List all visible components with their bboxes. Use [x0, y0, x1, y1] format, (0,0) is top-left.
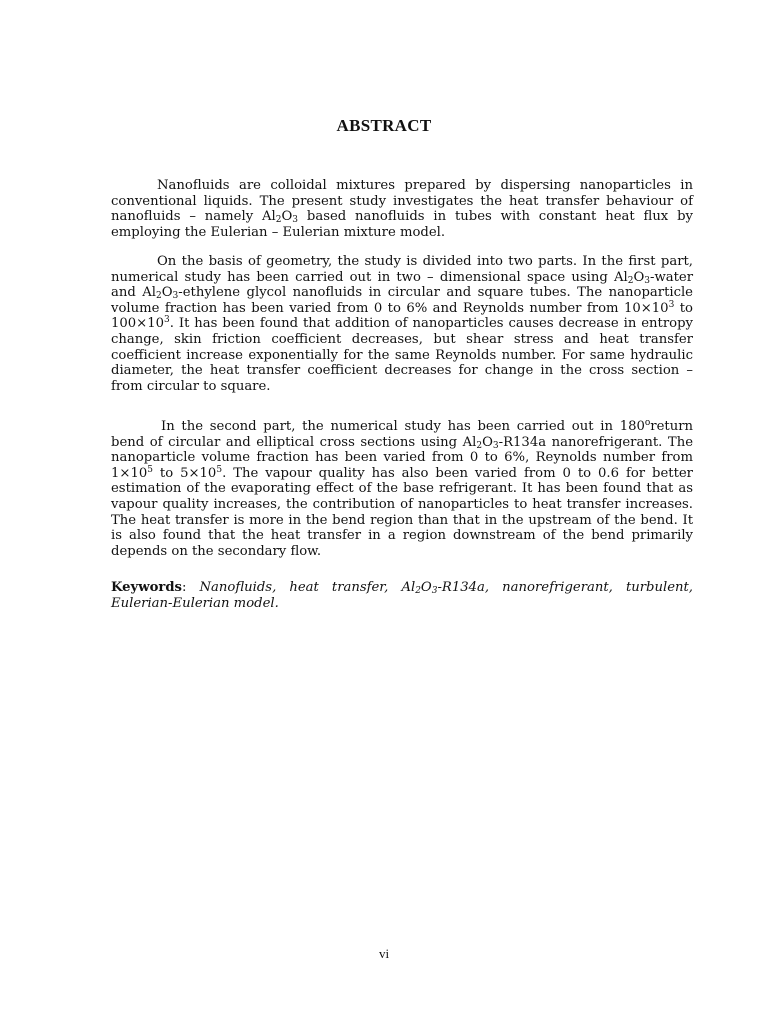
- text-run: On the basis of geometry, the study is divided into two parts. In the first part, numerical study has been carried out in two – dimensional space using Al: [111, 254, 693, 285]
- superscript: 5: [147, 464, 153, 475]
- text-run: -R134a, nanorefrigerant, turbulent, Eulerian-Eulerian model.: [111, 580, 693, 611]
- abstract-paragraph-1: [111, 178, 693, 240]
- abstract-paragraph-2: [111, 254, 693, 394]
- subscript: 2: [275, 215, 282, 226]
- text-run: Nanofluids, heat transfer, Al: [199, 580, 416, 595]
- text-run: O: [281, 209, 293, 225]
- subscript: 2: [627, 275, 634, 286]
- text-run: O: [420, 580, 432, 595]
- text-run: based nanofluids in tubes with constant heat flux by employing the Eulerian – Eulerian mixture model.: [111, 209, 693, 240]
- text-run: -R134a nanorefrigerant. The nanoparticle volume fraction has been varied from 0 to 6%, Reynolds number from 1×10: [111, 434, 693, 481]
- text-run: O: [633, 269, 645, 285]
- subscript: 3: [431, 586, 438, 596]
- subscript: 2: [476, 440, 483, 451]
- text-run: -ethylene glycol nanofluids in circular and square tubes. The nanoparticle volume fraction has been varied from 0 to 6% and Reynolds number from 10×10: [111, 285, 693, 316]
- subscript: 3: [292, 215, 299, 226]
- text-run: In the second part, the numerical study has been carried out in 180: [161, 419, 645, 434]
- superscript: o: [644, 418, 651, 428]
- text-run: return bend of circular and elliptical cross sections using Al: [111, 419, 693, 450]
- superscript: 3: [668, 299, 675, 310]
- keywords-text: [111, 580, 693, 611]
- text-run: . The vapour quality has also been varied from 0 to 0.6 for better estimation of the evaporating effect of the base refrigerant. It has been found that as vapour quality increases, the contribution of nanoparticles to heat transfer increases. The heat transfer is more in the bend region than that in the upstream of the bend. It is also found that the heat transfer in a region downstream of the bend primarily depends on the secondary flow.: [111, 465, 693, 559]
- text-run: Nanofluids are colloidal mixtures prepared by dispersing nanoparticles in conventional liquids. The present study investigates the heat transfer behaviour of nanofluids – namely Al: [111, 178, 693, 225]
- subscript: 3: [172, 291, 179, 302]
- keywords-colon: :: [181, 580, 200, 595]
- keywords-label: Keywords: [111, 580, 182, 595]
- text-run: to 100×10: [111, 300, 693, 332]
- subscript: 2: [155, 291, 162, 302]
- subscript: 3: [492, 440, 499, 451]
- text-run: . It has been found that addition of nanoparticles causes decrease in entropy change, skin friction coefficient decreases, but shear stress and heat transfer coefficient increase exponentially for the same Reynolds number. For same hydraulic diameter, the heat transfer coefficient decreases for change in the cross section – from circular to square.: [111, 316, 693, 394]
- paragraph-2-text: [111, 254, 693, 394]
- text-run: to 5×10: [152, 465, 217, 481]
- subscript: 2: [415, 586, 421, 596]
- text-run: -water and Al: [111, 269, 693, 301]
- subscript: 3: [644, 275, 650, 286]
- page-title: ABSTRACT: [336, 116, 432, 135]
- superscript: 3: [164, 315, 170, 326]
- text-run: O: [482, 434, 493, 450]
- keywords-section: [111, 580, 693, 611]
- abstract-paragraph-3: [111, 419, 693, 559]
- page-number: vi: [378, 946, 390, 961]
- paragraph-1-text: [111, 178, 693, 240]
- paragraph-3-text: [111, 419, 693, 559]
- text-run: O: [161, 285, 173, 301]
- superscript: 5: [216, 464, 223, 475]
